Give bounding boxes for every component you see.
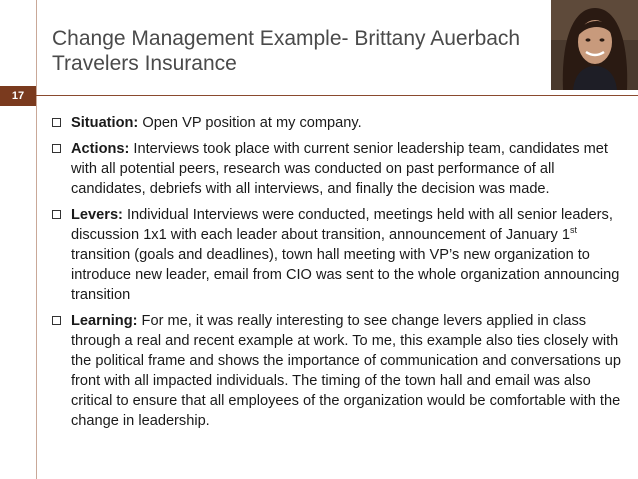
title-divider bbox=[36, 95, 638, 96]
slide-number-badge: 17 bbox=[0, 86, 36, 106]
bullet-text-part-2: transition (goals and deadlines), town hall meeting with VP’s new organization to introduce new leader, email from CIO was sent to the whole organization announcing transition bbox=[71, 247, 620, 303]
square-bullet-icon bbox=[52, 144, 61, 153]
slide-title-line-1: Change Management Example- Brittany Auerbach bbox=[52, 27, 521, 50]
bullet-lead: Situation: bbox=[71, 115, 139, 131]
left-margin-line bbox=[36, 0, 37, 479]
bullet-text-part-1: Individual Interviews were conducted, meetings held with all senior leaders, discussion 1x1 with each leader about transition, announcement of January 1 bbox=[71, 207, 613, 243]
bullet-text: Interviews took place with current senior leadership team, candidates met with all potential peers, research was conducted on past performance of all candidates, debriefs with all interviews, and finally the decision was made. bbox=[71, 141, 608, 197]
bullet-lead: Learning: bbox=[71, 313, 138, 329]
bullet-lead: Actions: bbox=[71, 141, 130, 157]
slide-title bbox=[52, 26, 542, 76]
slide-title-line-2: Travelers Insurance bbox=[52, 52, 237, 75]
bullet-levers bbox=[50, 205, 632, 305]
bullet-lead: Levers: bbox=[71, 207, 123, 223]
square-bullet-icon bbox=[52, 316, 61, 325]
bullet-text: Open VP position at my company. bbox=[138, 115, 362, 131]
bullet-list bbox=[50, 113, 632, 437]
square-bullet-icon bbox=[52, 118, 61, 127]
bullet-text: For me, it was really interesting to see change levers applied in class through a real and recent example at work. To me, this example also ties closely with the political frame and shows the importance of communication and conversations up front with all impacted individuals. The timing of the town hall and email was also critical to ensure that all employees of the organization would be comfortable with the change in leadership. bbox=[71, 313, 621, 429]
portrait-photo bbox=[551, 0, 638, 90]
square-bullet-icon bbox=[52, 210, 61, 219]
bullet-learning bbox=[50, 311, 632, 431]
bullet-situation bbox=[50, 113, 632, 133]
bullet-actions bbox=[50, 139, 632, 199]
ordinal-suffix: st bbox=[569, 225, 577, 236]
